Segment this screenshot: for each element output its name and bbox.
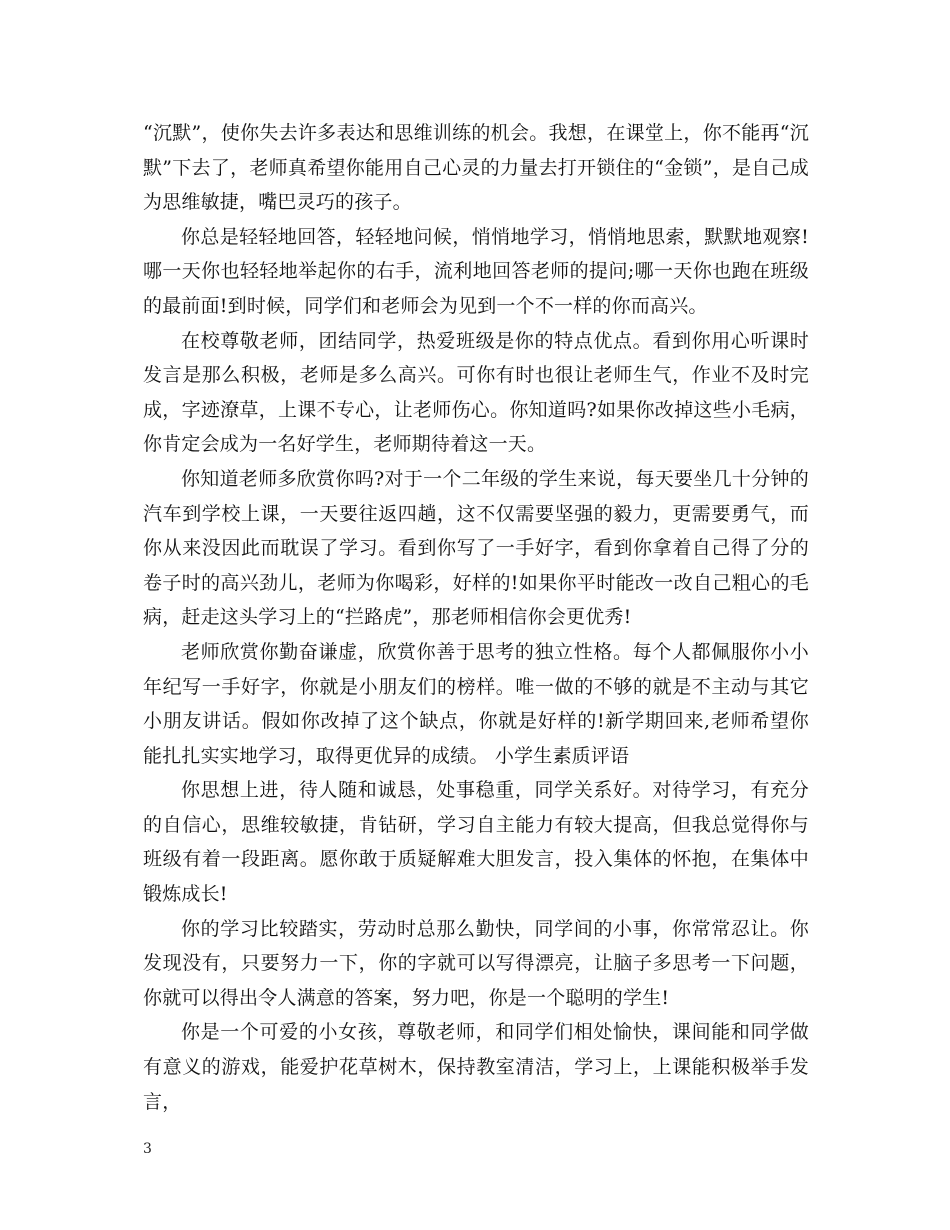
paragraph: 你是一个可爱的小女孩，尊敬老师，和同学们相处愉快，课间能和同学做有意义的游戏，能爱护花草树木，保持教室清洁，学习上，上课能积极举手发言， — [143, 1021, 809, 1113]
page-number: 3 — [143, 1141, 152, 1157]
paragraph: 你的学习比较踏实，劳动时总那么勤快，同学间的小事，你常常忍让。你发现没有，只要努力一下，你的字就可以写得漂亮，让脑子多思考一下问题，你就可以得出令人满意的答案，努力吧，你是一个聪明的学生! — [143, 917, 809, 1009]
document-body — [143, 116, 809, 1119]
paragraph-continued: “沉默”，使你失去许多表达和思维训练的机会。我想，在课堂上，你不能再“沉默”下去了，老师真希望你能用自己心灵的力量去打开锁住的“金锁”，是自己成为思维敏捷，嘴巴灵巧的孩子。 — [143, 122, 809, 214]
paragraph: 老师欣赏你勤奋谦虚，欣赏你善于思考的独立性格。每个人都佩服你小小年纪写一手好字，你就是小朋友们的榜样。唯一做的不够的就是不主动与其它小朋友讲话。假如你改掉了这个缺点，你就是好样的!新学期回来,老师希望你能扎扎实实地学习，取得更优异的成绩。 小学生素质评语 — [143, 640, 809, 767]
paragraph: 你知道老师多欣赏你吗?对于一个二年级的学生来说，每天要坐几十分钟的汽车到学校上课，一天要往返四趟，这不仅需要坚强的毅力，更需要勇气，而你从来没因此而耽误了学习。看到你写了一手好字，看到你拿着自己得了分的卷子时的高兴劲儿，老师为你喝彩，好样的!如果你平时能改一改自己粗心的毛病，赶走这头学习上的“拦路虎”，那老师相信你会更优秀! — [143, 467, 809, 629]
paragraph: 你思想上进，待人随和诚恳，处事稳重，同学关系好。对待学习，有充分的自信心，思维较敏捷，肯钻研，学习自主能力有较大提高，但我总觉得你与班级有着一段距离。愿你敢于质疑解难大胆发言，投入集体的怀抱，在集体中锻炼成长! — [143, 779, 809, 906]
paragraph: 在校尊敬老师，团结同学，热爱班级是你的特点优点。看到你用心听课时发言是那么积极，老师是多么高兴。可你有时也很让老师生气，作业不及时完成，字迹潦草，上课不专心，让老师伤心。你知道吗?如果你改掉这些小毛病，你肯定会成为一名好学生，老师期待着这一天。 — [143, 329, 809, 456]
paragraph: 你总是轻轻地回答，轻轻地问候，悄悄地学习，悄悄地思索，默默地观察!哪一天你也轻轻地举起你的右手，流利地回答老师的提问;哪一天你也跑在班级的最前面!到时候，同学们和老师会为见到一个不一样的你而高兴。 — [143, 225, 809, 317]
